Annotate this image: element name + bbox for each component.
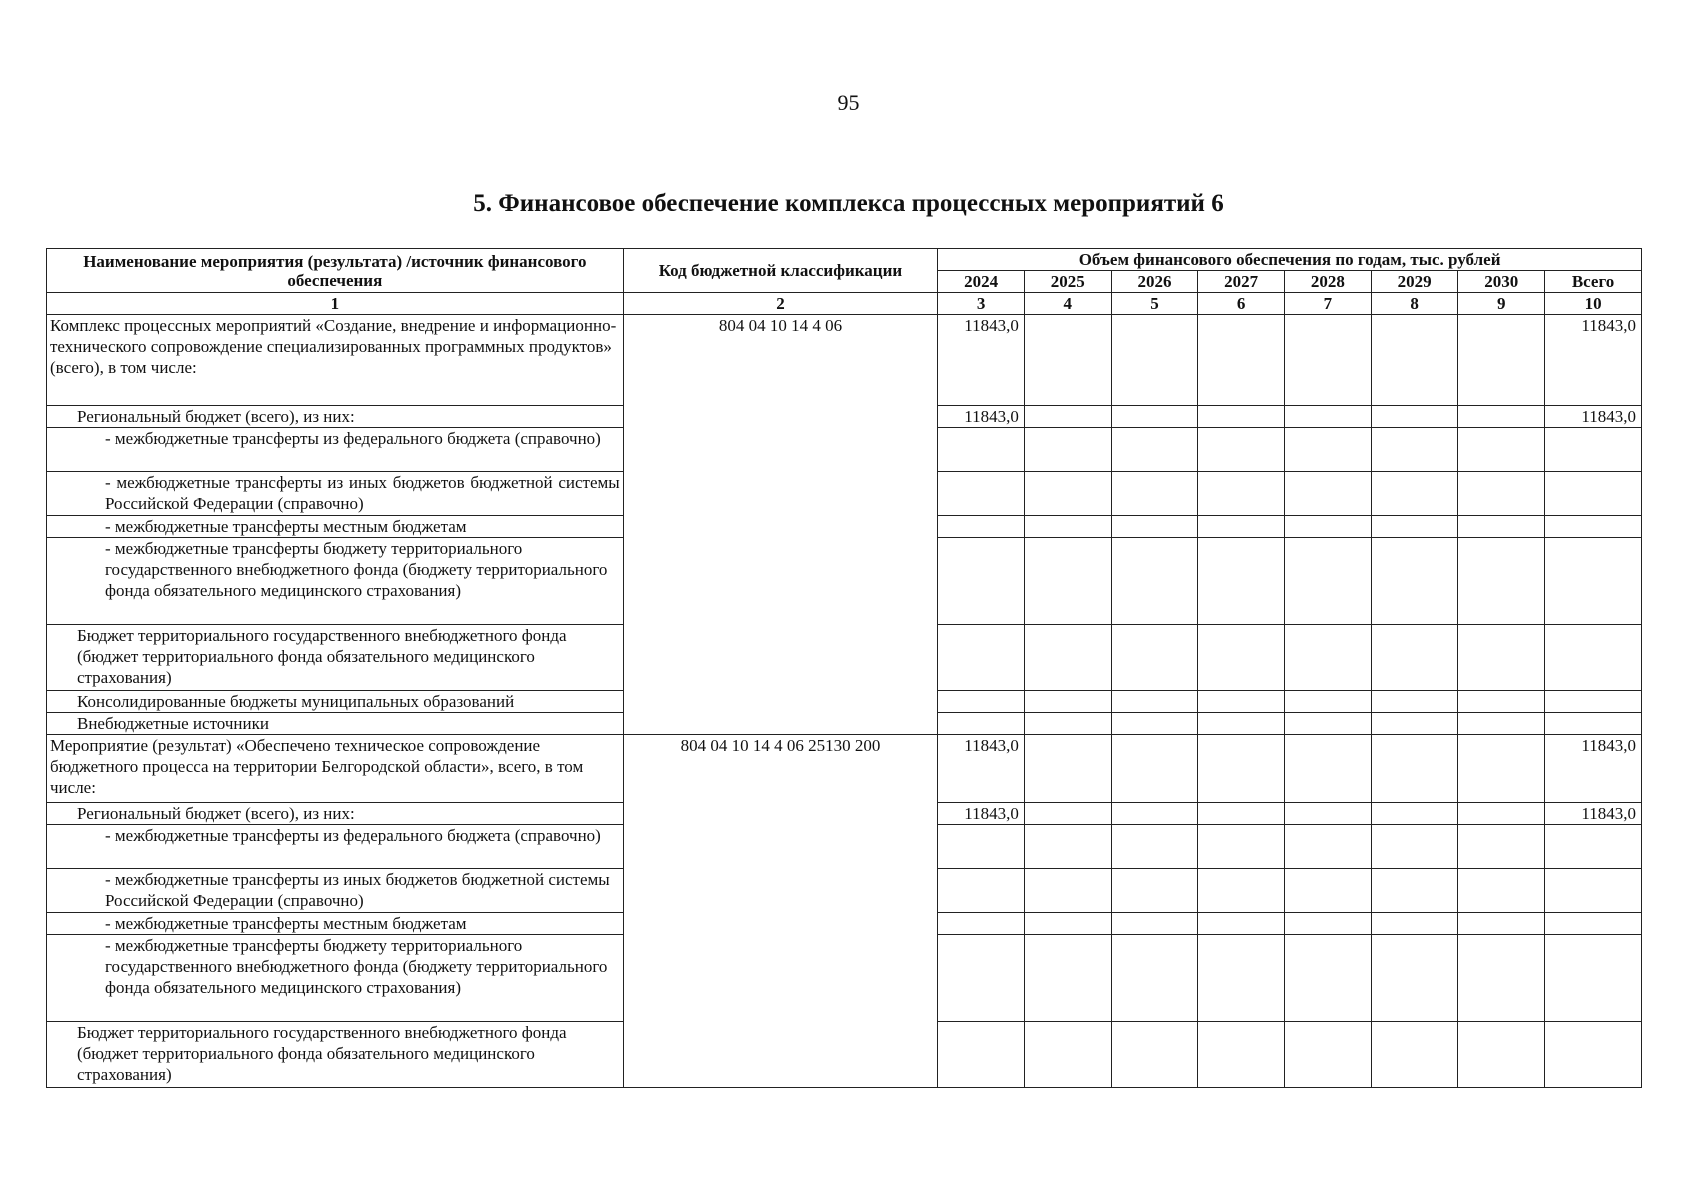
row-label: - межбюджетные трансферты бюджету территориального государственного внебюджетного фонда (бюджету территориального фонда обязательного медицинского страхования) — [47, 538, 624, 625]
table-row — [47, 735, 1642, 803]
row-label: Бюджет территориального государственного внебюджетного фонда (бюджет территориального фонда обязательного медицинского страхования) — [47, 625, 624, 691]
row-label: Региональный бюджет (всего), из них: — [47, 803, 624, 825]
row-label: Мероприятие (результат) «Обеспечено техническое сопровождение бюджетного процесса на территории Белгородской области», всего, в том числе: — [47, 735, 624, 803]
value-2024: 11843,0 — [938, 803, 1025, 825]
row-label: - межбюджетные трансферты из иных бюджетов бюджетной системы Российской Федерации (справочно) — [47, 869, 624, 913]
row-label: - межбюджетные трансферты бюджету территориального государственного внебюджетного фонда (бюджету территориального фонда обязательного медицинского страхования) — [47, 935, 624, 1022]
col-number: 6 — [1198, 293, 1285, 315]
header-year: 2030 — [1458, 271, 1545, 293]
header-total: Всего — [1545, 271, 1642, 293]
financing-table — [46, 248, 1642, 1088]
col-number: 3 — [938, 293, 1025, 315]
row-label: Бюджет территориального государственного внебюджетного фонда (бюджет территориального фонда обязательного медицинского страхования) — [47, 1022, 624, 1088]
row-label: - межбюджетные трансферты из иных бюджетов бюджетной системы Российской Федерации (справочно) — [47, 472, 624, 516]
header-year: 2027 — [1198, 271, 1285, 293]
table-row — [47, 315, 1642, 406]
col-number: 4 — [1024, 293, 1111, 315]
row-label: Региональный бюджет (всего), из них: — [47, 406, 624, 428]
row-label: - межбюджетные трансферты из федерального бюджета (справочно) — [47, 428, 624, 472]
header-name-col: Наименование мероприятия (результата) /источник финансового обеспечения — [47, 249, 624, 293]
col-number: 2 — [623, 293, 938, 315]
row-label: - межбюджетные трансферты из федерального бюджета (справочно) — [47, 825, 624, 869]
value-2024: 11843,0 — [938, 406, 1025, 428]
value-total: 11843,0 — [1545, 803, 1642, 825]
header-year: 2025 — [1024, 271, 1111, 293]
value-2024: 11843,0 — [938, 735, 1025, 803]
col-number: 8 — [1371, 293, 1458, 315]
col-number: 10 — [1545, 293, 1642, 315]
budget-code: 804 04 10 14 4 06 25130 200 — [623, 735, 938, 1088]
header-year: 2026 — [1111, 271, 1198, 293]
row-label: - межбюджетные трансферты местным бюджетам — [47, 516, 624, 538]
header-year: 2028 — [1285, 271, 1372, 293]
col-number: 1 — [47, 293, 624, 315]
col-number: 5 — [1111, 293, 1198, 315]
header-volume-col: Объем финансового обеспечения по годам, тыс. рублей — [938, 249, 1642, 271]
value-total: 11843,0 — [1545, 735, 1642, 803]
header-year: 2029 — [1371, 271, 1458, 293]
value-2024: 11843,0 — [938, 315, 1025, 406]
row-label: Внебюджетные источники — [47, 713, 624, 735]
page-number: 95 — [837, 90, 860, 115]
row-label: Консолидированные бюджеты муниципальных образований — [47, 691, 624, 713]
budget-code: 804 04 10 14 4 06 — [623, 315, 938, 735]
page-title: 5. Финансовое обеспечение комплекса процессных мероприятий 6 — [473, 190, 1224, 217]
value-total: 11843,0 — [1545, 315, 1642, 406]
value-total: 11843,0 — [1545, 406, 1642, 428]
row-label: Комплекс процессных мероприятий «Создание, внедрение и информационно-технического сопровождение специализированных программных продуктов» (всего), в том числе: — [47, 315, 624, 406]
col-number: 7 — [1285, 293, 1372, 315]
col-number: 9 — [1458, 293, 1545, 315]
row-label: - межбюджетные трансферты местным бюджетам — [47, 913, 624, 935]
header-year: 2024 — [938, 271, 1025, 293]
header-code-col: Код бюджетной классификации — [623, 249, 938, 293]
